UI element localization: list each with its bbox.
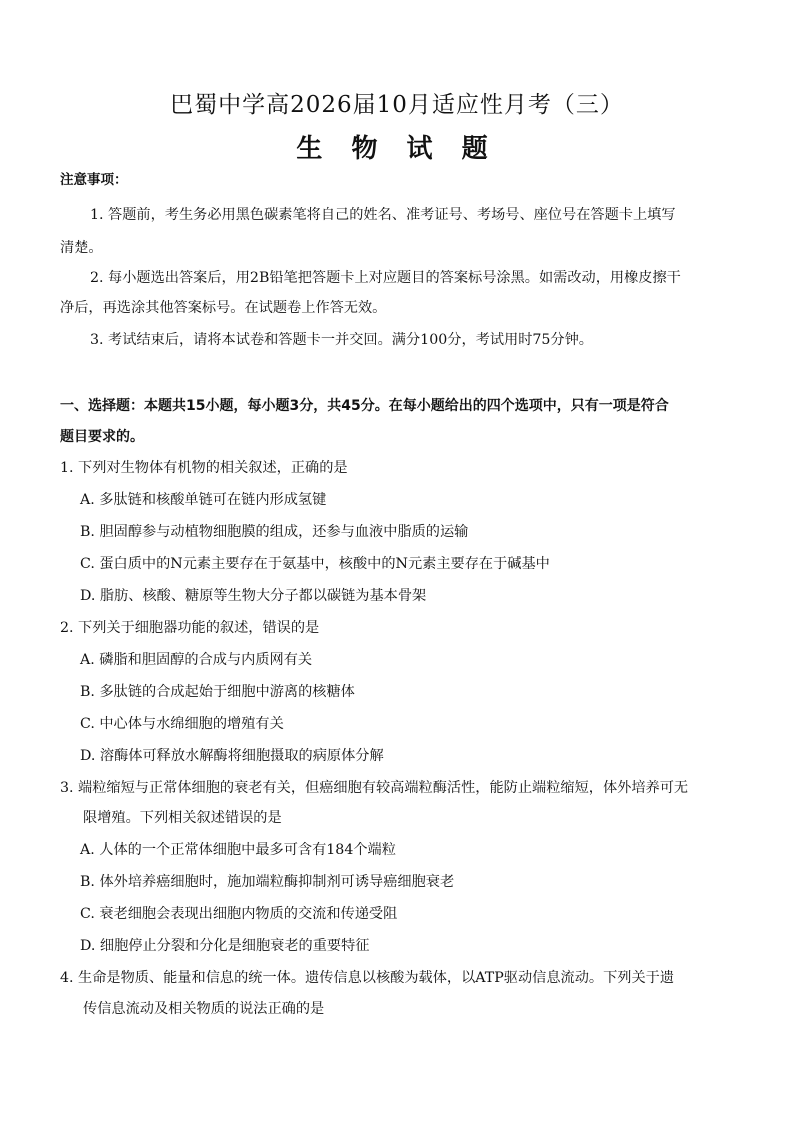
notice-item-2-cont: 净后，再选涂其他答案标号。在试题卷上作答无效。: [60, 300, 387, 316]
question-3-option-a: A. 人体的一个正常体细胞中最多可含有184个端粒: [80, 842, 396, 858]
question-2-option-c: C. 中心体与水绵细胞的增殖有关: [80, 716, 284, 732]
question-1-option-c: C. 蛋白质中的N元素主要存在于氨基中，核酸中的N元素主要存在于碱基中: [80, 556, 550, 572]
question-3-stem: 3. 端粒缩短与正常体细胞的衰老有关，但癌细胞有较高端粒酶活性，能防止端粒缩短，体外培养可无: [60, 780, 689, 796]
question-1-option-b: B. 胆固醇参与动植物细胞膜的组成，还参与血液中脂质的运输: [80, 524, 469, 540]
question-3-stem-cont: 限增殖。下列相关叙述错误的是: [83, 810, 282, 826]
notice-item-2: 2. 每小题选出答案后，用2B铅笔把答题卡上对应题目的答案标号涂黑。如需改动，用橡皮擦干: [90, 270, 681, 286]
question-2-stem: 2. 下列关于细胞器功能的叙述，错误的是: [60, 620, 320, 636]
question-1-stem: 1. 下列对生物体有机物的相关叙述，正确的是: [60, 460, 348, 476]
notice-item-3: 3. 考试结束后，请将本试卷和答题卡一并交回。满分100分，考试用时75分钟。: [90, 332, 593, 348]
question-1-option-a: A. 多肽链和核酸单链可在链内形成氢键: [80, 492, 327, 508]
question-2-option-b: B. 多肽链的合成起始于细胞中游离的核糖体: [80, 684, 355, 700]
section-heading: 一、选择题：本题共15小题，每小题3分，共45分。在每小题给出的四个选项中，只有一项是符合: [60, 398, 669, 414]
question-2-option-a: A. 磷脂和胆固醇的合成与内质网有关: [80, 652, 313, 668]
exam-subject: 生 物 试 题: [296, 134, 498, 164]
question-2-option-d: D. 溶酶体可释放水解酶将细胞摄取的病原体分解: [80, 748, 384, 764]
question-3-option-b: B. 体外培养癌细胞时，施加端粒酶抑制剂可诱导癌细胞衰老: [80, 874, 455, 890]
question-4-stem: 4. 生命是物质、能量和信息的统一体。遗传信息以核酸为载体，以ATP驱动信息流动。下列关于遗: [60, 970, 675, 986]
question-3-option-d: D. 细胞停止分裂和分化是细胞衰老的重要特征: [80, 938, 370, 954]
notice-item-1-cont: 清楚。: [60, 240, 103, 256]
question-3-option-c: C. 衰老细胞会表现出细胞内物质的交流和传递受阻: [80, 906, 398, 922]
question-1-option-d: D. 脂肪、核酸、糖原等生物大分子都以碳链为基本骨架: [80, 588, 427, 604]
section-heading-cont: 题目要求的。: [60, 429, 144, 445]
exam-title: 巴蜀中学高2026届10月适应性月考（三）: [170, 92, 624, 118]
question-4-stem-cont: 传信息流动及相关物质的说法正确的是: [83, 1001, 325, 1017]
notice-item-1: 1. 答题前，考生务必用黑色碳素笔将自己的姓名、准考证号、考场号、座位号在答题卡上填写: [90, 207, 676, 223]
notice-label: 注意事项：: [60, 172, 128, 188]
